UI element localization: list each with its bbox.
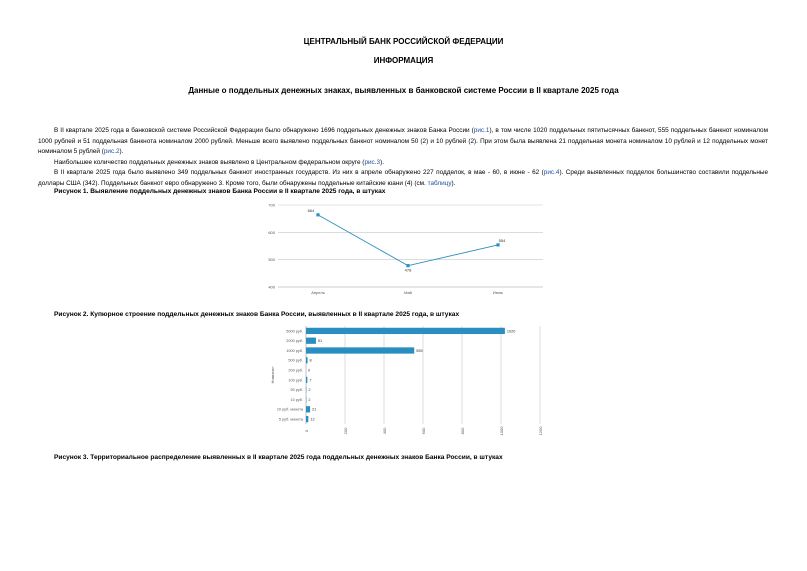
y-tick-label: 1000 руб. xyxy=(286,348,303,353)
y-tick-label: 500 руб. xyxy=(288,358,303,363)
body-text xyxy=(38,126,768,189)
p3-text-c: ). xyxy=(451,179,456,187)
y-tick-label: 5000 руб. xyxy=(286,329,303,334)
x-tick-label: Май xyxy=(404,290,412,295)
doc-type: ИНФОРМАЦИЯ xyxy=(373,56,434,65)
data-label: 2 xyxy=(308,388,311,393)
figure-3-caption: Рисунок 3. Территориальное распределение выявленных в II квартале 2025 года поддельных денежных знаков Банка России, в штуках xyxy=(54,454,503,461)
p2-text-a: Наибольшее количество поддельных денежных знаков выявлено в Центральном федеральном округе ( xyxy=(54,158,365,166)
data-label: 51 xyxy=(317,339,323,344)
link-fig4[interactable]: рис.4 xyxy=(543,169,560,176)
link-table[interactable]: таблицу xyxy=(427,179,452,187)
bar xyxy=(306,357,308,363)
data-label: 0 xyxy=(308,368,311,373)
y-tick-label: 700 xyxy=(268,202,275,208)
org-title: ЦЕНТРАЛЬНЫЙ БАНК РОССИЙСКОЙ ФЕДЕРАЦИИ xyxy=(303,37,504,46)
data-label: 2 xyxy=(308,397,311,402)
p1-text-b: ), в том числе 1020 поддельных пятитысячных банкнот, 555 поддельных банкнот номиналом 1000 рублей и 51 поддельная банкнота номиналом 2000 рублей. Меньше всего выявлено поддельных банкнот номиналом 50 (2) и 10 рублей (2). При этом была выявлена 21 поддельная монета номиналом 10 рублей и 12 поддельных монет номиналом 5 рублей ( xyxy=(38,127,768,155)
series-line xyxy=(318,215,498,266)
y-tick-label: 100 руб. xyxy=(288,378,303,383)
y-tick-label: 10 руб. xyxy=(290,397,303,402)
y-tick-label: 10 руб. монета xyxy=(276,407,303,412)
data-point xyxy=(496,243,499,246)
x-tick-label: 400 xyxy=(382,427,387,435)
figure-2-bar-chart xyxy=(262,322,552,440)
y-axis-label: Номинал xyxy=(270,366,275,384)
data-label: 664 xyxy=(307,207,315,213)
data-label: 1020 xyxy=(506,329,516,334)
figure-2-caption: Рисунок 2. Купюрное строение поддельных денежных знаков Банка России, выявленных в II квартале 2025 года, в штуках xyxy=(54,311,460,318)
x-tick-label: 0 xyxy=(304,429,309,433)
link-fig1[interactable]: рис.1 xyxy=(473,127,490,134)
figure-1-caption: Рисунок 1. Выявление поддельных денежных знаков Банка России в II квартале 2025 года, в штуках xyxy=(54,188,386,195)
paragraph-3 xyxy=(38,168,768,189)
y-tick-label: 600 xyxy=(268,229,275,235)
y-tick-label: 2000 руб. xyxy=(286,339,303,344)
bar xyxy=(306,416,308,422)
y-tick-label: 200 руб. xyxy=(288,368,303,373)
x-tick-label: Апрель xyxy=(311,290,325,295)
p2-text-b: ). xyxy=(380,158,384,166)
data-label: 7 xyxy=(309,378,312,383)
x-tick-label: 1200 xyxy=(538,426,543,436)
figure-1-line-chart xyxy=(258,200,548,300)
y-tick-label: 5 руб. монета xyxy=(278,417,303,422)
paragraph-1 xyxy=(38,126,768,158)
data-label: 554 xyxy=(498,237,506,243)
p3-text-b: ). Среди выявленных подделок большинство составили поддельные доллары США (342). Поддельных банкнот евро обнаружено 3. Кроме того, были обнаружены поддельные китайские юани (4) (см. xyxy=(38,169,768,187)
p1-text-a: В II квартале 2025 года в банковской системе Российской Федерации было обнаружено 1696 поддельных денежных знаков Банка России ( xyxy=(54,127,474,134)
data-label: 8 xyxy=(309,358,312,363)
data-label: 478 xyxy=(404,267,412,273)
x-tick-label: 800 xyxy=(460,427,465,435)
y-tick-label: 50 руб. xyxy=(290,388,303,393)
data-point xyxy=(316,213,319,216)
x-tick-label: Июнь xyxy=(492,290,504,295)
bar xyxy=(306,406,310,412)
paragraph-2 xyxy=(38,158,768,169)
x-tick-label: 1000 xyxy=(499,426,504,436)
x-tick-label: 600 xyxy=(421,427,426,435)
bar xyxy=(306,338,316,344)
data-label: 21 xyxy=(312,407,317,412)
bar xyxy=(306,347,414,353)
y-tick-label: 400 xyxy=(268,284,275,290)
data-label: 12 xyxy=(310,417,315,422)
y-tick-label: 500 xyxy=(268,257,275,263)
x-tick-label: 200 xyxy=(343,427,348,435)
bar xyxy=(306,377,307,383)
link-fig3[interactable]: рис.3 xyxy=(364,158,381,166)
p3-text-a: В II квартале 2025 года было выявлено 349 поддельных банкнот иностранных государств. Из них в апреле обнаружено 227 подделок, в мае - 60, в июне - 62 ( xyxy=(54,169,544,176)
page-title: Данные о поддельных денежных знаках, выявленных в банковской системе России в II квартале 2025 года xyxy=(188,86,619,95)
bar xyxy=(306,328,505,334)
link-fig2[interactable]: рис.2 xyxy=(103,148,120,155)
p1-text-c: ). xyxy=(119,148,124,155)
data-label: 555 xyxy=(416,348,423,353)
